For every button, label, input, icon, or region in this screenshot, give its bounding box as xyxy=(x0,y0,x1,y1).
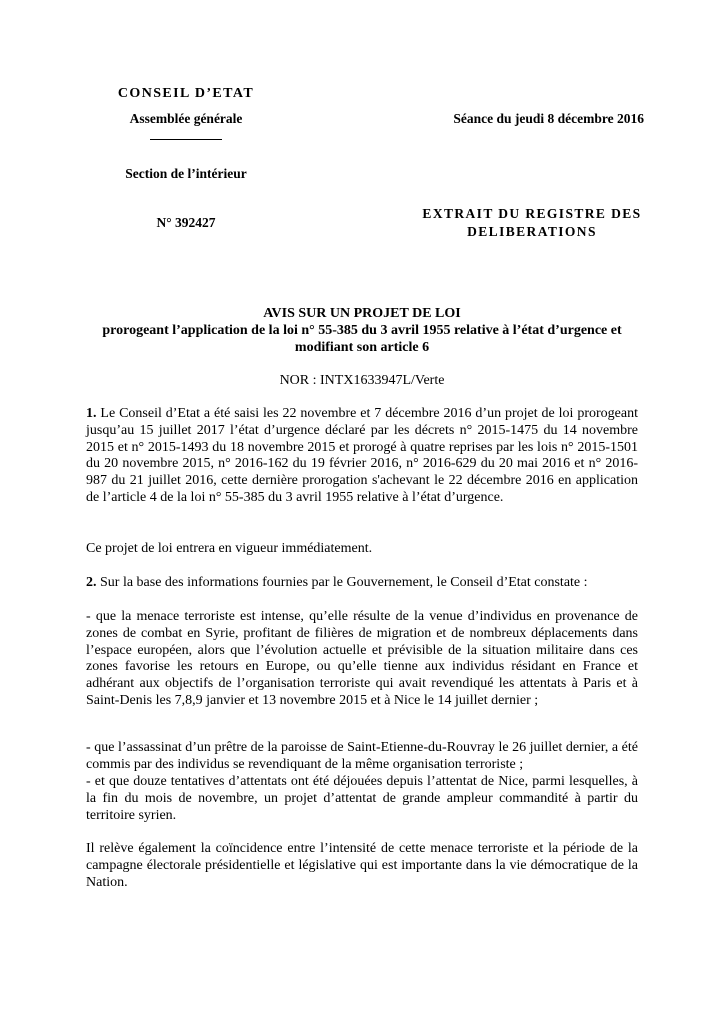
institution-name: CONSEIL D’ETAT xyxy=(117,86,255,101)
title-line-2: prorogeant l’application de la loi n° 55-385 du 3 avril 1955 relative à l’état d’urgence et xyxy=(102,323,622,338)
extract-title-line1: EXTRAIT DU REGISTRE DES xyxy=(422,206,642,221)
paragraph-1 xyxy=(86,406,638,507)
nor-reference: NOR : INTX1633947L/Verte xyxy=(279,373,445,388)
paragraph-2: Ce projet de loi entrera en vigueur immédiatement. xyxy=(86,541,373,556)
paragraph-number: 2. xyxy=(86,575,97,590)
extract-title-line2: DELIBERATIONS xyxy=(467,224,597,239)
assembly-label: Assemblée générale xyxy=(129,111,243,126)
title-line-1: AVIS SUR UN PROJET DE LOI xyxy=(263,306,461,321)
paragraph-7: Il relève également la coïncidence entre l’intensité de cette menace terroriste et la période de la campagne électorale présidentielle et législative qui est importante dans la vie démocratique de la Nation. xyxy=(86,841,638,890)
paragraph-4: - que la menace terroriste est intense, qu’elle résulte de la venue d’individus en provenance de zones de combat en Syrie, profitant de filières de migration et de nombreux déplacements dans l’espace européen, alors que l’évolution actuelle et prévisible de la situation militaire dans ces zones favorise les retours en Europe, ou qu’elle tienne aux individus résidant en France et adhérant aux objectifs de l’organisation terroriste qui avait revendiqué les attentats à Paris et à Saint-Denis les 7,8,9 janvier et 13 novembre 2015 et à Nice le 14 juillet dernier ; xyxy=(86,609,638,708)
case-number: N° 392427 xyxy=(156,215,216,230)
paragraph-5: - que l’assassinat d’un prêtre de la paroisse de Saint-Etienne-du-Rouvray le 26 juillet dernier, a été commis par des individus se revendiquant de la même organisation terroriste ; xyxy=(86,740,638,772)
paragraph-3 xyxy=(86,575,638,592)
paragraph-number: 1. xyxy=(86,406,97,421)
session-date: Séance du jeudi 8 décembre 2016 xyxy=(453,111,644,126)
section-label: Section de l’intérieur xyxy=(125,166,247,181)
header-rule xyxy=(150,139,222,140)
paragraph-1-text: Le Conseil d’Etat a été saisi les 22 novembre et 7 décembre 2016 d’un projet de loi prorogeant jusqu’au 15 juillet 2017 l’état d’urgence déclaré par les décrets n° 2015-1475 du 14 novembre 2015 et n° 2015-1493 du 18 novembre 2015 et prorogé à quatre reprises par les lois n° 2015-1501 du 20 novembre 2015, n° 2016-162 du 19 février 2016, n° 2016-629 du 20 mai 2016 et n° 2016-987 du 21 juillet 2016, cette dernière prorogation s'achevant le 22 décembre 2016 en application de l’article 4 de la loi n° 55-385 du 3 avril 1955 relative à l’état d’urgence. xyxy=(86,406,638,505)
document-title xyxy=(60,305,664,356)
paragraph-6: - et que douze tentatives d’attentats ont été déjouées depuis l’attentat de Nice, parmi lesquelles, à la fin du mois de novembre, un projet d’attentat de grande ampleur commandité à partir du territoire syrien. xyxy=(86,774,638,823)
paragraph-3-text: Sur la base des informations fournies par le Gouvernement, le Conseil d’Etat constate : xyxy=(96,575,588,590)
title-line-3: modifiant son article 6 xyxy=(294,340,430,355)
